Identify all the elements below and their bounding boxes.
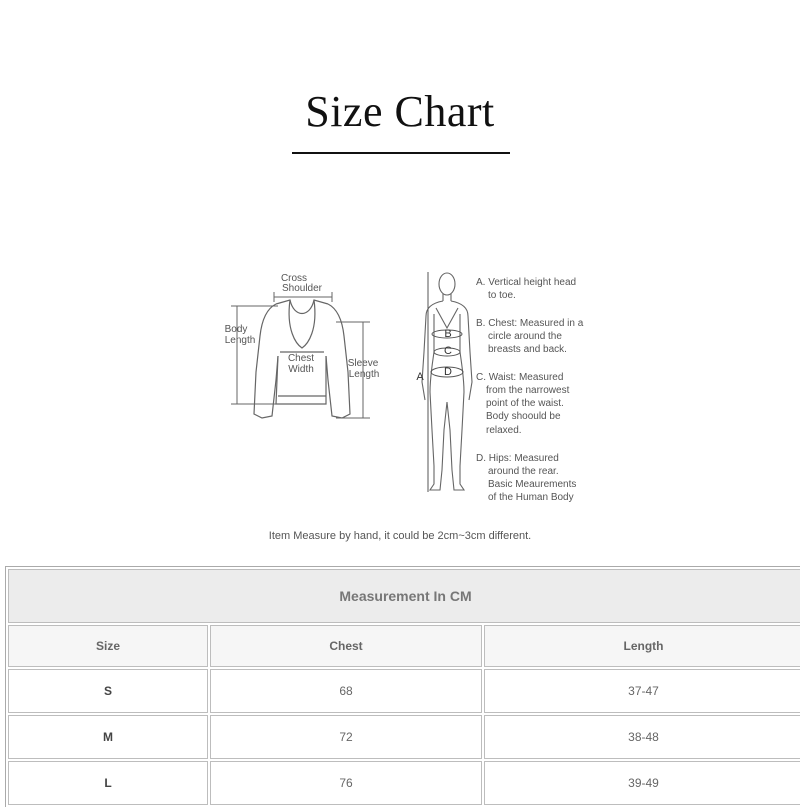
size-cell: L (8, 761, 208, 805)
legend-c-line2: from the narrowest (486, 385, 570, 396)
legend-c-line5: relaxed. (486, 425, 522, 436)
legend-d-line4: of the Human Body (488, 492, 574, 503)
legend-d-line1: D. Hips: Measured (476, 453, 559, 464)
legend-d-line2: around the rear. (488, 466, 559, 477)
size-cell: S (8, 669, 208, 713)
body-letter-d: D (444, 366, 452, 378)
body-letter-b: B (444, 328, 452, 340)
table-header-row (8, 625, 800, 667)
length-cell: 38-48 (484, 715, 800, 759)
size-cell: M (8, 715, 208, 759)
body-length-label-line1: Body (224, 324, 248, 335)
chest-cell: 76 (210, 761, 482, 805)
legend-c-line4: Body shoould be (486, 411, 561, 422)
cross-shoulder-label-line2: Shoulder (281, 283, 323, 294)
chest-width-label-line2: Width (288, 364, 314, 375)
body-length-label-line2: Length (224, 335, 256, 346)
legend-b-line2: circle around the (488, 331, 562, 342)
chest-width-label-line1: Chest (287, 353, 315, 364)
table-row (8, 761, 800, 805)
length-cell: 39-49 (484, 761, 800, 805)
sleeve-length-label-line2: Length (348, 369, 380, 380)
table-row (8, 669, 800, 713)
table-caption-row (8, 569, 800, 623)
cross-shoulder-label-line1: Cross (280, 273, 308, 284)
human-body-sketch (422, 273, 472, 490)
legend-c-line3: point of the waist. (486, 398, 564, 409)
chest-cell: 68 (210, 669, 482, 713)
legend-a-line1: A. Vertical height head (476, 277, 577, 288)
chest-cell: 72 (210, 715, 482, 759)
table-caption: Measurement In CM (8, 569, 800, 623)
legend-a-line2: to toe. (488, 290, 516, 301)
body-letter-c: C (444, 345, 452, 357)
column-header-length: Length (484, 625, 800, 667)
body-letter-a: A (416, 371, 424, 383)
size-table (5, 566, 800, 807)
measurement-legend (476, 277, 584, 503)
column-header-chest: Chest (210, 625, 482, 667)
sleeve-length-label-line1: Sleeve (347, 358, 379, 369)
legend-b-line1: B. Chest: Measured in a (476, 318, 584, 329)
length-cell: 37-47 (484, 669, 800, 713)
page-title: Size Chart (305, 87, 495, 136)
column-header-size: Size (8, 625, 208, 667)
legend-b-line3: breasts and back. (488, 344, 567, 355)
legend-d-line3: Basic Meaurements (488, 479, 577, 490)
measurement-note: Item Measure by hand, it could be 2cm~3cm different. (268, 530, 532, 542)
table-row (8, 715, 800, 759)
legend-c-line1: C. Waist: Measured (476, 372, 564, 383)
